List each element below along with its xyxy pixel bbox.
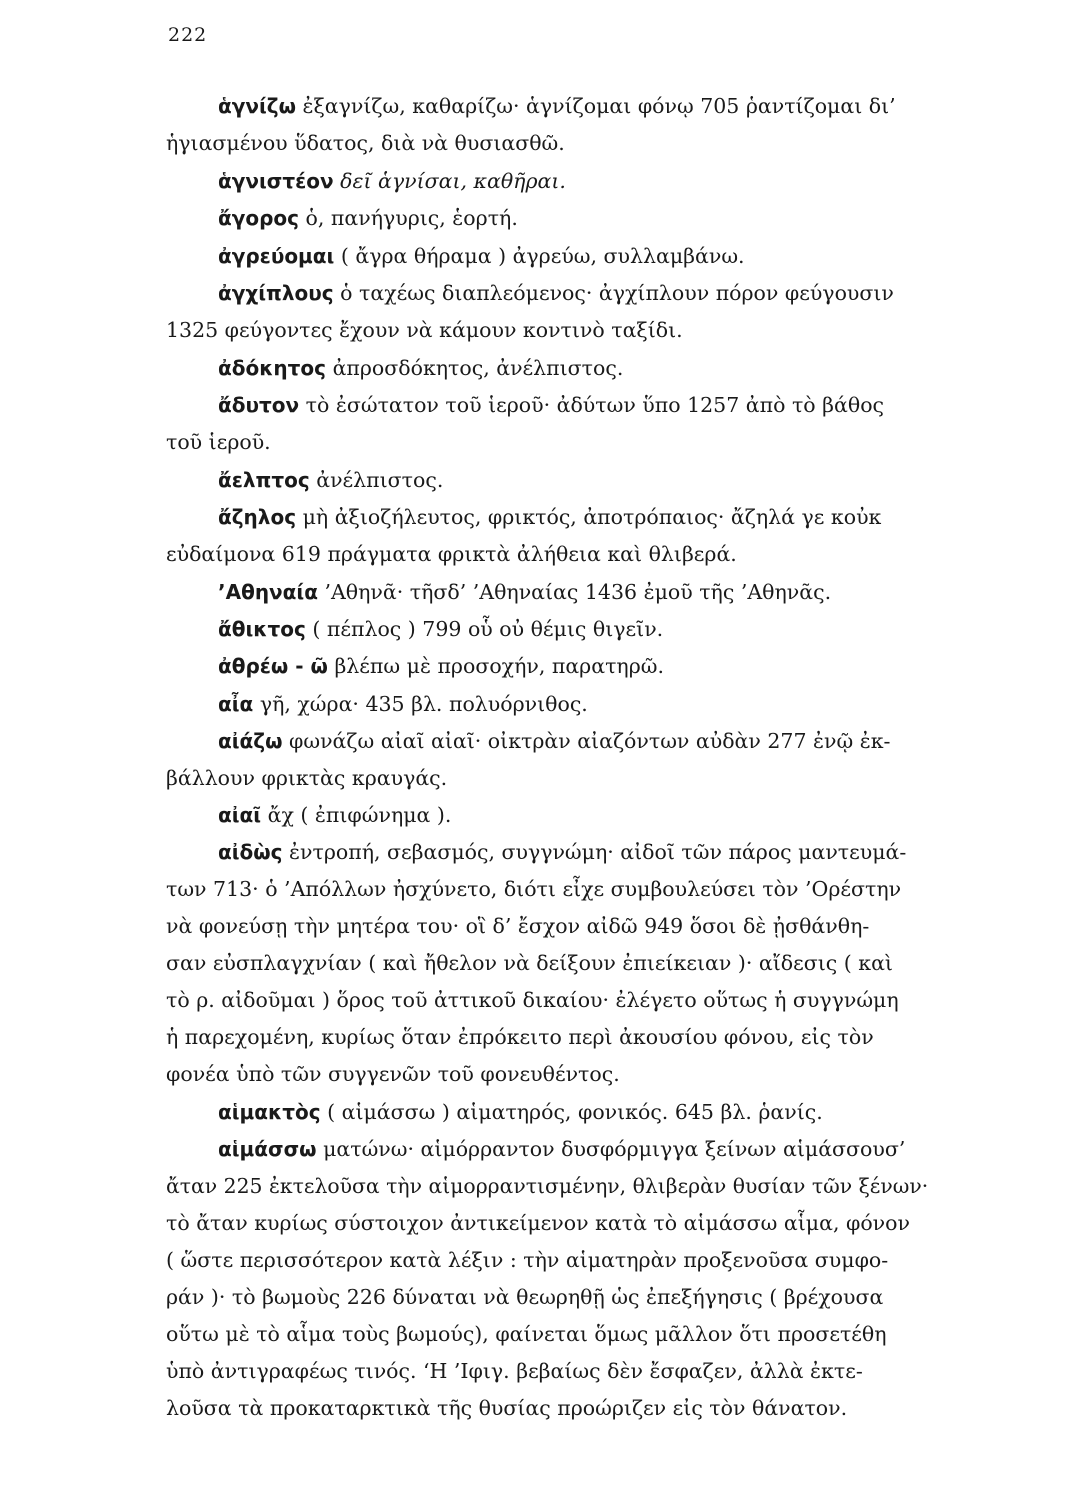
- entry-text-line: νὰ φονεύσῃ τὴν μητέρα του· οἳ δ’ ἔσχον αἰδῶ 949 ὅσοι δὲ ᾐσθάνθη-: [166, 914, 870, 938]
- entry-lemma: αἱμάσσω: [218, 1137, 317, 1161]
- entry-text: ὁ ταχέως διαπλεόμενος· ἀγχίπλουν πόρον φεύγουσιν: [340, 281, 894, 305]
- entry-aia: [218, 694, 588, 715]
- entry-text-line: ράν )· τὸ βωμοὺς 226 δύναται νὰ θεωρηθῇ ὡς ἐπεξήγησις ( βρέχουσα: [166, 1285, 884, 1309]
- entry-lemma: ἀγρεύομαι: [218, 244, 335, 268]
- entry-athiktos: [218, 619, 663, 640]
- entry-text-line: τὸ ἄταν κυρίως σύστοιχον ἀντικείμενον κατὰ τὸ αἱμάσσω αἷμα, φόνον: [166, 1211, 910, 1235]
- entry-text-line: λοῦσα τὰ προκαταρκτικὰ τῆς θυσίας προώριζεν εἰς τὸν θάνατον.: [166, 1396, 848, 1420]
- entry-text: γῆ, χώρα· 435 βλ. πολυόρνιθος.: [259, 692, 588, 716]
- entry-azelos: [218, 507, 881, 528]
- entry-text: ματώνω· αἱμόρραντον δυσφόρμιγγα ξείνων αἱμάσσουσ’: [323, 1137, 906, 1161]
- entry-lemma: ἄγορος: [218, 206, 300, 230]
- entry-agchiplous: [218, 283, 894, 304]
- entry-text: ὁ, πανήγυρις, ἑορτή.: [305, 206, 518, 230]
- entry-agreuomai: [218, 246, 745, 267]
- entry-lemma: ἄελπτος: [218, 468, 310, 492]
- entry-lemma: ἄδυτον: [218, 393, 300, 417]
- entry-lemma: αἰάζω: [218, 729, 283, 753]
- entry-text: ἐντροπή, σεβασμός, συγγνώμη· αἰδοῖ τῶν πάρος μαντευμά-: [289, 840, 907, 864]
- entry-text: μὴ ἀξιοζήλευτος, φρικτός, ἀποτρόπαιος· ἄζηλά γε κοὐκ: [302, 505, 882, 529]
- entry-text-line: ἡ παρεχομένη, κυρίως ὅταν ἐπρόκειτο περὶ ἀκουσίου φόνου, εἰς τὸν: [166, 1025, 874, 1049]
- entry-aimasso: [218, 1139, 905, 1160]
- entry-text: ἐξαγνίζω, καθαρίζω· ἁγνίζομαι φόνῳ 705 ῥαντίζομαι δι’: [302, 94, 896, 118]
- entry-text-line: εὐδαίμονα 619 πράγματα φρικτὰ ἀλήθεια καὶ θλιβερά.: [166, 542, 737, 566]
- entry-text-line: των 713· ὁ ’Απόλλων ἠσχύνετο, διότι εἶχε συμβουλεύσει τὸν ’Ορέστην: [166, 877, 902, 901]
- entry-athenaia: [218, 582, 831, 603]
- entry-aimaktos: [218, 1102, 823, 1123]
- entry-lemma: ἀγχίπλους: [218, 281, 334, 305]
- entry-text: ( αἱμάσσω ) αἱματηρός, φονικός. 645 βλ. ῥανίς.: [327, 1100, 823, 1124]
- entry-lemma: ἀθρέω - ῶ: [218, 654, 328, 678]
- entry-aduton: [218, 395, 884, 416]
- entry-lemma: ’Αθηναία: [218, 580, 318, 604]
- entry-text: ’Αθηνᾶ· τῆσδ’ ’Αθηναίας 1436 ἐμοῦ τῆς ’Αθηνᾶς.: [324, 580, 832, 604]
- entry-text: ἀνέλπιστος.: [316, 468, 444, 492]
- entry-text: ἄχ ( ἐπιφώνημα ).: [267, 803, 452, 827]
- entry-lemma: αἱμακτὸς: [218, 1100, 321, 1124]
- entry-lemma: αἰαῖ: [218, 803, 262, 827]
- entry-text-line: τὸ ρ. αἰδοῦμαι ) ὅρος τοῦ ἀττικοῦ δικαίου· ἐλέγετο οὕτως ἡ συγγνώμη: [166, 988, 899, 1012]
- entry-text-line: ἄταν 225 ἐκτελοῦσα τὴν αἱμορραντισμένην, θλιβερὰν θυσίαν τῶν ξένων·: [166, 1174, 929, 1198]
- page-number: 222: [168, 24, 208, 46]
- entry-agoros: [218, 208, 518, 229]
- entry-agnisteon: [218, 171, 566, 192]
- entry-lemma: ἁγνιστέον: [218, 169, 334, 193]
- entry-text: βλέπω μὲ προσοχήν, παρατηρῶ.: [334, 654, 664, 678]
- entry-aidos: [218, 842, 906, 863]
- entry-text: φωνάζω αἰαῖ αἰαῖ· οἰκτρὰν αἰαζόντων αὐδὰν 277 ἐνῷ ἐκ-: [289, 729, 891, 753]
- entry-text: ( ἄγρα θήραμα ) ἀγρεύω, συλλαμβάνω.: [340, 244, 745, 268]
- entry-adoketos: [218, 358, 623, 379]
- entry-text: ( πέπλος ) 799 οὗ οὐ θέμις θιγεῖν.: [312, 617, 664, 641]
- entry-agnizo: [218, 96, 896, 117]
- entry-text-line: 1325 φεύγοντες ἔχουν νὰ κάμουν κοντινὸ ταξίδι.: [166, 318, 683, 342]
- entry-lemma: αἰδὼς: [218, 840, 283, 864]
- entry-lemma: αἶα: [218, 692, 254, 716]
- entry-text-line: οὕτω μὲ τὸ αἷμα τοὺς βωμούς), φαίνεται ὅμως μᾶλλον ὅτι προσετέθη: [166, 1322, 887, 1346]
- entry-lemma: ἄζηλος: [218, 505, 297, 529]
- entry-lemma: ἁγνίζω: [218, 94, 296, 118]
- entry-aiazo: [218, 731, 890, 752]
- entry-aiai: [218, 805, 451, 826]
- entry-text-line: ( ὥστε περισσότερον κατὰ λέξιν : τὴν αἱματηρὰν προξενοῦσα συμφο-: [166, 1248, 889, 1272]
- entry-aelptos: [218, 470, 443, 491]
- entry-lemma: ἄθικτος: [218, 617, 306, 641]
- entry-text-line: σαν εὐσπλαγχνίαν ( καὶ ἤθελον νὰ δείξουν ἐπιείκειαν )· αἴδεσις ( καὶ: [166, 951, 893, 975]
- entry-lemma: ἀδόκητος: [218, 356, 327, 380]
- entry-text-line: ὑπὸ ἀντιγραφέως τινός. ‘Η ’Ιφιγ. βεβαίως δὲν ἔσφαζεν, ἀλλὰ ἐκτε-: [166, 1359, 863, 1383]
- entry-text-line: βάλλουν φρικτὰς κραυγάς.: [166, 766, 448, 790]
- entry-athreo: [218, 656, 664, 677]
- entry-text: τὸ ἐσώτατον τοῦ ἱεροῦ· ἀδύτων ὕπο 1257 ἀπὸ τὸ βάθος: [305, 393, 885, 417]
- entry-text: δεῖ ἁγνίσαι, καθῆραι.: [340, 169, 566, 193]
- entry-text-line: τοῦ ἱεροῦ.: [166, 430, 271, 454]
- entry-text-line: ἡγιασμένου ὕδατος, διὰ νὰ θυσιασθῶ.: [166, 131, 565, 155]
- entry-text: ἀπροσδόκητος, ἀνέλπιστος.: [332, 356, 624, 380]
- entry-text-line: φονέα ὑπὸ τῶν συγγενῶν τοῦ φονευθέντος.: [166, 1062, 620, 1086]
